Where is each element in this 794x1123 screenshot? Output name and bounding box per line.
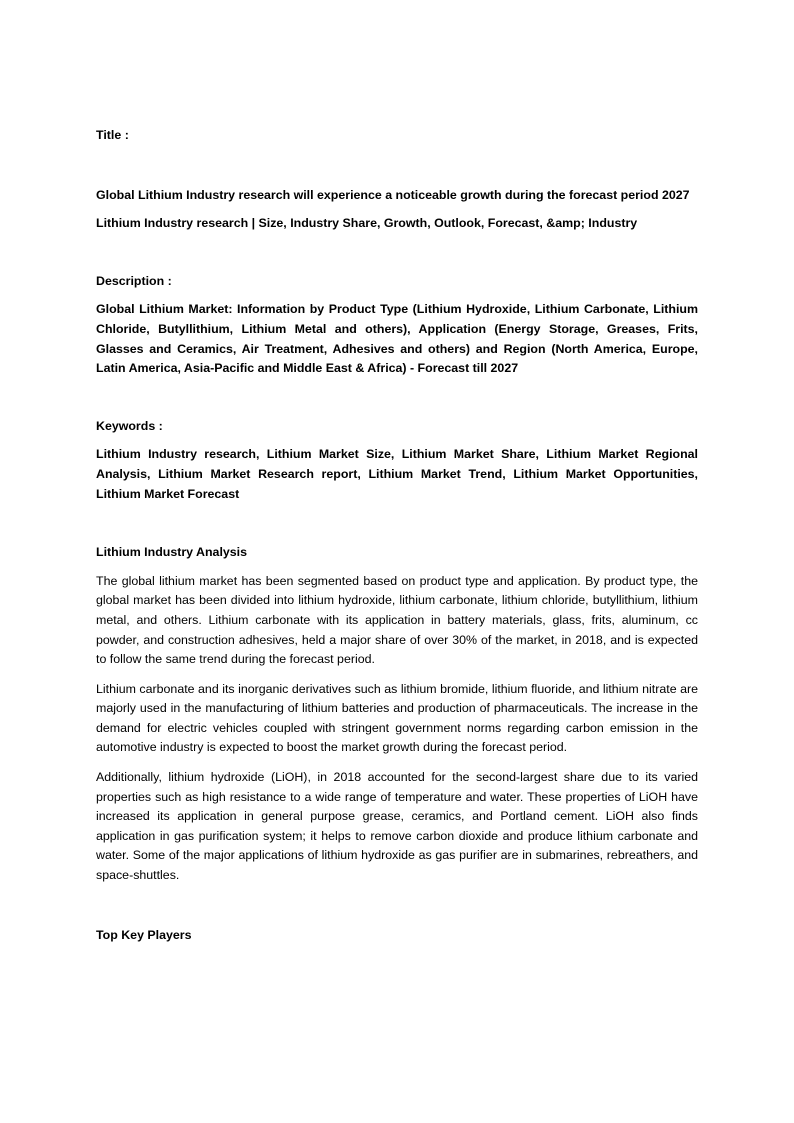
- description-text: Global Lithium Market: Information by Product Type (Lithium Hydroxide, Lithium Carbonate, Lithium Chloride, Butyllithium, Lithium Metal and others), Application (Energy Storage, Greases, Frits, Glasses and Ceramics, Air Treatment, Adhesives and others) and Region (North America, Europe, Latin America, Asia-Pacific and Middle East & Africa) - Forecast till 2027: [96, 302, 698, 376]
- keywords-text: Lithium Industry research, Lithium Market Size, Lithium Market Share, Lithium Market Regional Analysis, Lithium Market Research report, Lithium Market Trend, Lithium Market Opportunities, Lithium Market Forecast: [96, 447, 698, 501]
- subheadline: Lithium Industry research | Size, Industry Share, Growth, Outlook, Forecast, &amp; Industry: [96, 216, 638, 231]
- title-label: Title :: [96, 128, 129, 142]
- analysis-heading: Lithium Industry Analysis: [96, 545, 248, 560]
- players-heading: Top Key Players: [96, 927, 192, 942]
- headline: Global Lithium Industry research will experience a noticeable growth during the forecast period 2027: [96, 187, 690, 202]
- description-label: Description :: [96, 273, 172, 288]
- keywords-label: Keywords :: [96, 418, 163, 433]
- analysis-paragraph-3: Additionally, lithium hydroxide (LiOH), in 2018 accounted for the second-largest share due to its varied properties such as high resistance to a wide range of temperature and water. These properties of LiOH have increased its application in general purpose grease, ceramics, and Portland cement. LiOH also finds application in gas purification system; it helps to remove carbon dioxide and produce lithium carbonate and water. Some of the major applications of lithium hydroxide as gas purifier are in submarines, rebreathers, and space-shuttles.: [96, 770, 698, 883]
- document-page: [96, 126, 698, 945]
- analysis-paragraph-1: The global lithium market has been segmented based on product type and application. By product type, the global market has been divided into lithium hydroxide, lithium carbonate, lithium chloride, butyllithium, lithium metal, and others. Lithium carbonate with its application in battery materials, glass, frits, aluminum, cc powder, and construction adhesives, held a major share of over 30% of the market, in 2018, and is expected to follow the same trend during the forecast period.: [96, 573, 698, 667]
- analysis-paragraph-2: Lithium carbonate and its inorganic derivatives such as lithium bromide, lithium fluoride, and lithium nitrate are majorly used in the manufacturing of lithium batteries and production of pharmaceuticals. The increase in the demand for electric vehicles coupled with stringent government norms regarding carbon emission in the automotive industry is expected to boost the market growth during the forecast period.: [96, 681, 698, 755]
